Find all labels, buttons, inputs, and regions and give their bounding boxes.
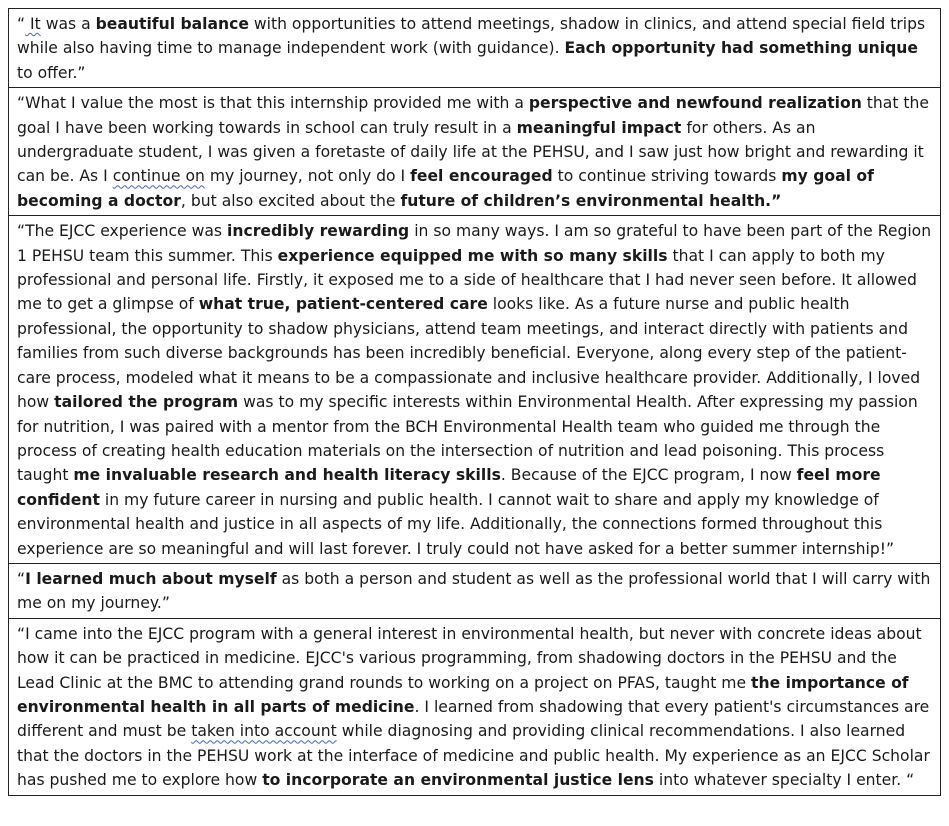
quote-text: while diagnosing and providing clinical recommendations. I also learned that the doctors in the PEHSU work at the interface of medicine and public health. My experience as an EJCC Scholar has pushed me to explore how <box>17 722 930 790</box>
quote-text: looks like. As a future nurse and public health professional, the opportunity to shadow physicians, attend team meetings, and interact directly with patients and families from such diverse backgrounds has been incredibly beneficial. Everyone, along every step of the patient-care process, modeled what it means to be a compassionate and inclusive healthcare provider. Additionally, I loved how <box>17 295 921 412</box>
quote-text: that the goal I have been working towards in school can truly result in a <box>17 94 930 137</box>
quote-text: that I can apply to both my professional and personal life. Firstly, it exposed me to a side of healthcare that I had never seen before. It allowed me to get a glimpse of <box>17 246 917 314</box>
quote-emphasis: beautiful balance <box>95 15 249 33</box>
quote-text: for others. As an undergraduate student, I was given a foretaste of daily life at the PEHSU, and I saw just how bright and rewarding it can be. As I <box>17 118 924 186</box>
quote-text: , but also excited about the <box>180 191 401 210</box>
quote-text: . Because of the EJCC program, I now <box>500 466 797 485</box>
quote-emphasis: me invaluable research and health literacy skills <box>73 466 501 485</box>
table-row <box>9 563 941 618</box>
quote-text: was to my specific interests within Environmental Health. After expressing my passion for nutrition, I was paired with a mentor from the BCH Environmental Health team who guided me through the process of creating health education materials on the intersection of nutrition and lead poisoning. This process taught <box>17 393 918 485</box>
testimonials-table <box>8 8 941 796</box>
quote-text: to offer.” <box>17 63 86 82</box>
quote-text: in my future career in nursing and public health. I cannot wait to share and apply my knowledge of environmental health and justice in all aspects of my life. Additionally, the connections formed throughout this experience are so meaningful and will last forever. I truly could not have asked for a better summer internship!” <box>17 490 895 558</box>
quote-text: “ <box>17 15 26 33</box>
quote-text: “ <box>17 569 26 588</box>
table-row <box>9 618 941 795</box>
quote-text: “I came into the EJCC program with a general interest in environmental health, but never with concrete ideas about how it can be practiced in medicine. EJCC's various programming, from shadowing doctors in the PEHSU and the Lead Clinic at the BMC to attending grand rounds to working on a project on PFAS, taught me <box>17 624 922 692</box>
quote-cell <box>9 88 941 216</box>
quote-text: in so many ways. I am so grateful to have been part of the Region 1 PEHSU team this summer. This <box>17 222 932 265</box>
quote-emphasis: incredibly rewarding <box>227 222 410 241</box>
quote-cell <box>9 9 941 88</box>
quote-emphasis: my goal of becoming a doctor <box>17 167 874 210</box>
spellcheck-underlined-text: It <box>25 15 41 33</box>
quote-text: “The EJCC experience was <box>17 222 227 241</box>
spellcheck-underlined-text: continue on <box>112 167 205 186</box>
quote-emphasis: meaningful impact <box>516 118 682 137</box>
quote-text: my journey, not only do I <box>204 167 411 186</box>
quote-emphasis: tailored the program <box>54 393 239 412</box>
quote-text: into whatever specialty I enter. “ <box>653 771 915 790</box>
spellcheck-underlined-text: taken into account <box>191 722 337 741</box>
quote-text: as both a person and student as well as the professional world that I will carry with me on my journey.” <box>17 569 931 613</box>
quote-emphasis: feel encouraged <box>410 167 553 186</box>
quote-emphasis: feel more confident <box>17 466 881 509</box>
quote-emphasis: perspective and newfound realization <box>528 94 862 113</box>
quote-emphasis: Each opportunity had something unique <box>564 39 918 58</box>
quote-cell <box>9 216 941 564</box>
quote-emphasis: future of children’s environmental health.” <box>400 191 782 210</box>
quote-emphasis: the importance of environmental health in all parts of medicine <box>17 673 909 716</box>
quote-emphasis: to incorporate an environmental justice lens <box>262 771 654 790</box>
quote-text: was a <box>40 15 96 33</box>
quote-text: “What I value the most is that this internship provided me with a <box>17 94 529 113</box>
quote-text: with opportunities to attend meetings, shadow in clinics, and attend special field trips while also having time to manage independent work (with guidance). <box>17 15 926 58</box>
table-row <box>9 216 941 564</box>
quote-text: . I learned from shadowing that every patient's circumstances are different and must be <box>17 697 930 741</box>
quote-emphasis: I learned much about myself <box>25 569 277 588</box>
quote-emphasis: what true, patient-centered care <box>198 295 488 314</box>
quote-cell <box>9 563 941 618</box>
quote-text: to continue striving towards <box>552 167 782 186</box>
quote-cell <box>9 618 941 795</box>
table-row <box>9 9 941 88</box>
table-row <box>9 88 941 216</box>
quote-emphasis: experience equipped me with so many skills <box>277 246 668 265</box>
